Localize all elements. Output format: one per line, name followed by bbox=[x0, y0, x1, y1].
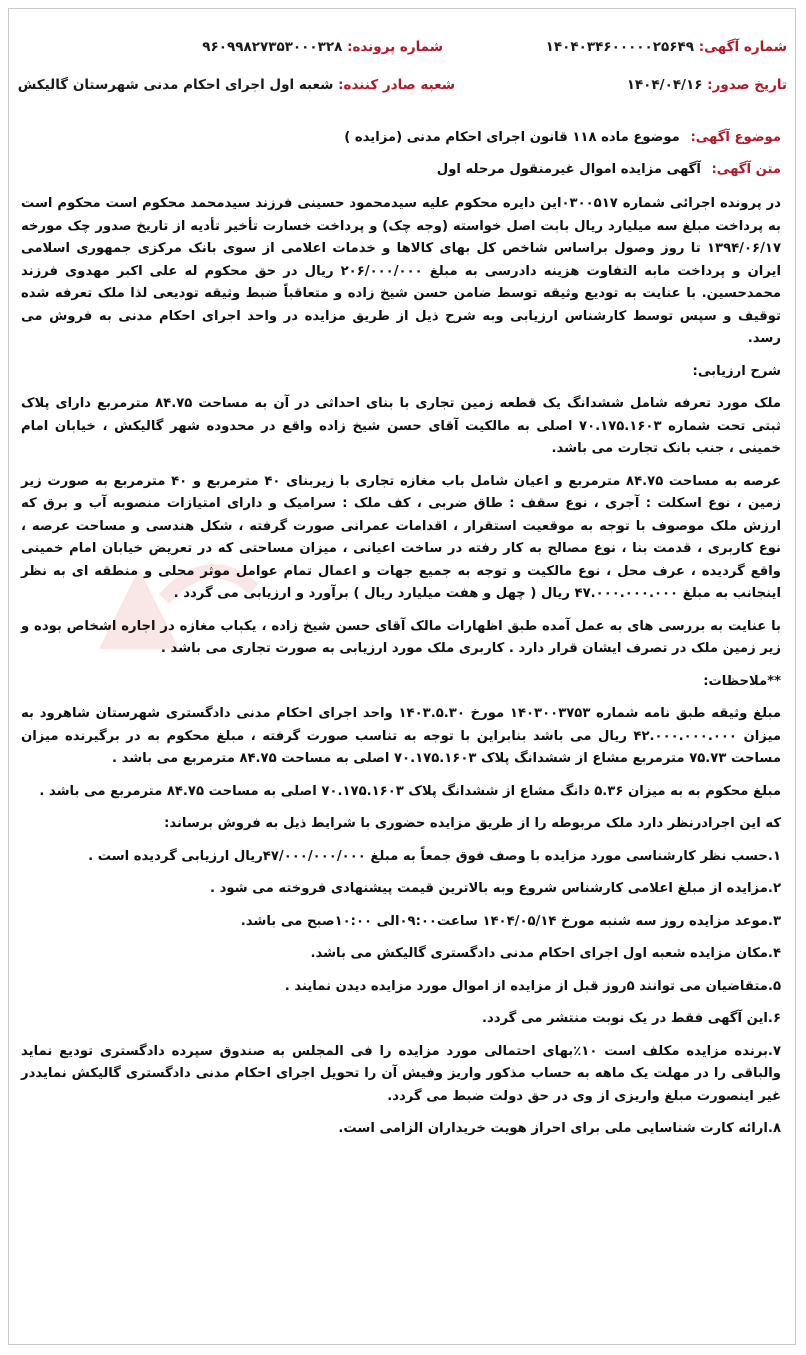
intro-paragraph: در پرونده اجرائی شماره ۰۳۰۰۵۱۷این دایره محکوم علیه سیدمحمود حسینی فرزند سیدمحمد محکوم است محکوم است به پرداخت مبلغ سه میلیارد ریال بابت اصل خواسته (وجه چک) و پرداخت خسارت تأخیر تأدیه از تاریخ صدور چک مورخه ۱۳۹۴/۰۶/۱۷ تا روز وصول براساس شاخص کل بهای کالاها و خدمات اعلامی از سوی بانک مرکزی جمهوری اسلامی ایران و پرداخت مابه التفاوت هزینه دادرسی به مبلغ ۲۰۶/۰۰۰/۰۰۰ ریال در حق محکوم له علی اکبر مهدوی فرزند محمدحسین. با عنایت به تودیع وثیقه توسط ضامن حسن شیخ زاده و متعاقباً ضبط وثیقه تودیعی لذا ملک تعرفه شده توقیف و سپس توسط کارشناس ارزیابی وبه شرح ذیل از طریق مزایده در واحد اجرای احکام مدنی به فروش می رسد. bbox=[21, 196, 781, 346]
issue-date bbox=[627, 77, 787, 93]
notice-text-title bbox=[21, 159, 781, 182]
issuer-label: شعبه صادر کننده: bbox=[338, 77, 455, 93]
note-paragraph-2: مبلغ محکوم به به میزان ۵.۳۶ دانگ مشاع از ششدانگ پلاک ۷۰.۱۷۵.۱۶۰۳ اصلی به مساحت ۸۴.۷۵ مترمربع می باشد . bbox=[39, 783, 781, 799]
notes-title: **ملاحظات: bbox=[703, 673, 781, 689]
conditions-intro: که این اجرادرنظر دارد ملک مربوطه را از طریق مزایده حضوری با شرایط ذیل به فروش برساند: bbox=[164, 816, 781, 831]
condition-6: ۶.این آگهی فقط در یک نوبت منتشر می گردد. bbox=[481, 1011, 781, 1026]
assessment-paragraph-1: ملک مورد تعرفه شامل ششدانگ یک قطعه زمین تجاری با بنای احداثی در آن به مساحت ۸۴.۷۵ مترمربع دارای پلاک ثبتی تحت شماره ۷۰.۱۷۵.۱۶۰۳ اصلی به مالکیت آقای حسن شیخ زاده واقع در محدوده شهر گالیکش ، خیابان امام خمینی ، جنب بانک تجارت می باشد. bbox=[21, 396, 781, 456]
subject-value: موضوع ماده ۱۱۸ قانون اجرای احکام مدنی (مزایده ) bbox=[344, 130, 680, 145]
issuer bbox=[18, 77, 455, 93]
subject-label: موضوع آگهی: bbox=[690, 130, 781, 145]
case-number bbox=[202, 39, 443, 55]
notice-body bbox=[21, 127, 781, 1151]
subject bbox=[21, 127, 781, 150]
condition-2: ۲.مزایده از مبلغ اعلامی کارشناس شروع وبه بالاترین قیمت پیشنهادی فروخته می شود . bbox=[210, 881, 781, 896]
ad-number bbox=[546, 39, 787, 55]
assessment-title: شرح ارزیابی: bbox=[692, 363, 781, 379]
condition-8: ۸.ارائه کارت شناسایی ملی برای احراز هویت خریداران الزامی است. bbox=[338, 1121, 781, 1136]
assessment-paragraph-2: عرصه به مساحت ۸۴.۷۵ مترمربع و اعیان شامل باب مغازه تجاری با زیربنای ۴۰ مترمربع و ۴۰ مترمربع به صورت زیر زمین ، نوع اسکلت : آجری ، نوع سقف : طاق ضربی ، کف ملک : سرامیک و دارای امتیازات منصوبه آب و برق که ارزش ملک موصوف با توجه به موقعیت استقرار ، اقدامات عمرانی صورت گرفته ، شکل هندسی و مساحت عرصه ، نوع کاربری ، قدمت بنا ، نوع مصالح به کار رفته در ساخت اعیانی ، میزان مساحتی که در تعریض خیابان امام خمینی واقع گردیده ، عرف محل ، نوع مالکیت و توجه به جمیع جهات و اعمال تمام عوامل موثر محلی و منطقه ای به نظر اینجانب به مبلغ ۴۷.۰۰۰.۰۰۰.۰۰۰ ریال ( چهل و هفت میلیارد ریال ) برآورد و ارزیابی می گردد . bbox=[21, 473, 781, 601]
condition-1: ۱.حسب نظر کارشناسی مورد مزایده با وصف فوق جمعاً به مبلغ ۴۷/۰۰۰/۰۰۰/۰۰۰ریال ارزیابی گردیده است . bbox=[88, 848, 781, 864]
condition-3: ۳.موعد مزایده روز سه شنبه مورخ ۱۴۰۴/۰۵/۱۴ ساعت۰۹:۰۰الی ۱۰:۰۰صبح می باشد. bbox=[240, 913, 781, 929]
case-number-value: ۹۶۰۹۹۸۲۷۳۵۳۰۰۰۳۲۸ bbox=[202, 39, 343, 55]
condition-4: ۴.مکان مزایده شعبه اول اجرای احکام مدنی دادگستری گالیکش می باشد. bbox=[310, 946, 781, 961]
note-paragraph-1: مبلغ وثیقه طبق نامه شماره ۱۴۰۳۰۰۳۷۵۳ مورخ ۱۴۰۳.۵.۳۰ واحد اجرای احکام مدنی دادگستری شهرستان شاهرود به میزان ۴۲.۰۰۰.۰۰۰.۰۰۰ ریال می باشد بنابراین با توجه به تناسب صورت گرفته ، مبلغ محکوم به در برگیرنده میزان مساحت ۷۵.۷۳ مترمربع مشاع از ششدانگ پلاک ۷۰.۱۷۵.۱۶۰۳ اصلی به مساحت ۸۴.۷۵ مترمربع می باشد . bbox=[21, 706, 782, 766]
notice-text-label: متن آگهی: bbox=[711, 161, 781, 177]
issue-date-value: ۱۴۰۴/۰۴/۱۶ bbox=[626, 77, 703, 93]
condition-7: ۷.برنده مزایده مکلف است ۱۰٪بهای احتمالی مورد مزایده را فی المجلس به صندوق سپرده دادگستری تودیع نماید والباقی را در مهلت یک ماهه به حساب مذکور واریز وفیش آن را تحویل اجرای احکام مدنی دادگستری گالیکش نمایددر غیر اینصورت مبلغ واریزی از وی در حق دولت ضبط می گردد. bbox=[21, 1043, 782, 1104]
notice-text-value: آگهی مزایده اموال غیرمنقول مرحله اول bbox=[436, 161, 701, 177]
case-number-label: شماره پرونده: bbox=[347, 39, 443, 55]
issuer-value: شعبه اول اجرای احکام مدنی شهرستان گالیکش bbox=[17, 77, 334, 93]
ad-number-label: شماره آگهی: bbox=[698, 39, 787, 55]
issue-date-label: تاریخ صدور: bbox=[707, 77, 787, 93]
condition-5: ۵.متقاضیان می توانند ۵روز قبل از مزایده از اموال مورد مزایده دیدن نمایند . bbox=[284, 978, 781, 994]
assessment-paragraph-3: با عنایت به بررسی های به عمل آمده طبق اظهارات مالک آقای حسن شیخ زاده ، یکباب مغازه در اجاره اشخاص بوده و زیر زمین ملک در تصرف ایشان قرار دارد . کاربری ملک مورد ارزیابی به صورت تجاری می باشد . bbox=[21, 618, 781, 656]
ad-number-value: ۱۴۰۴۰۳۴۶۰۰۰۰۰۲۵۶۴۹ bbox=[545, 39, 694, 55]
notice-document bbox=[8, 8, 796, 1345]
